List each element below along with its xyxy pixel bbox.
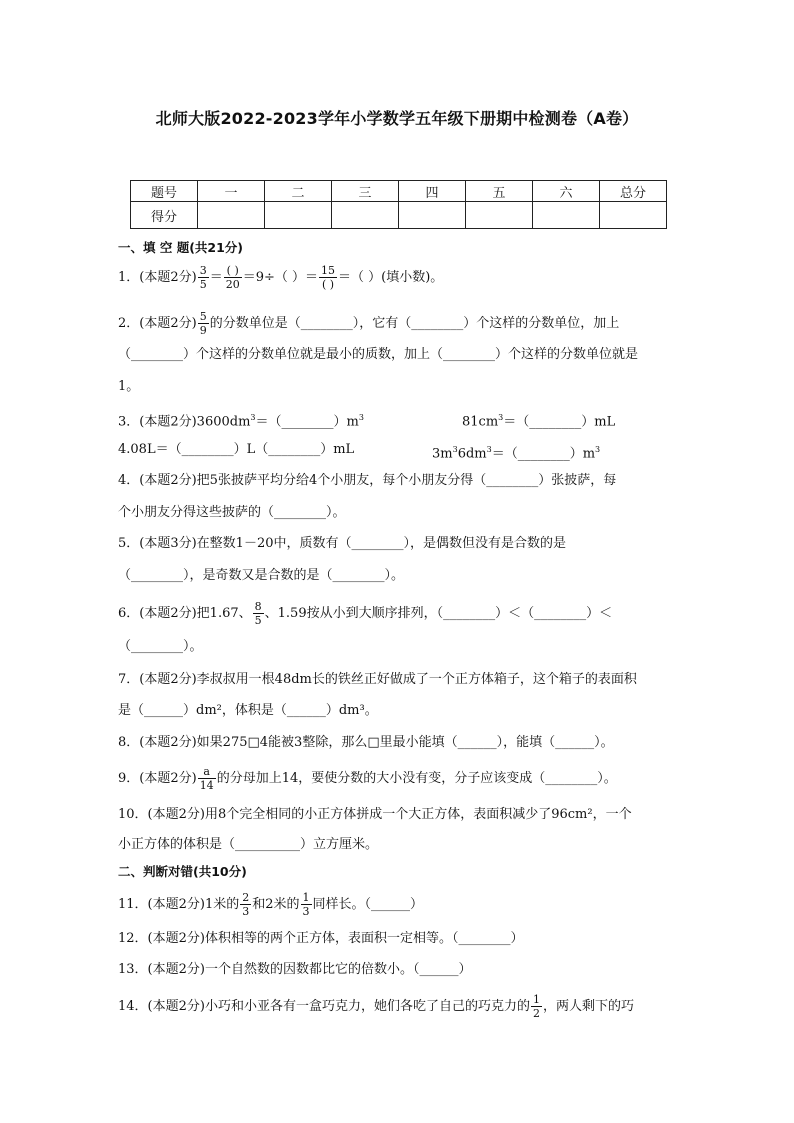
score-table-header-row — [131, 181, 667, 202]
fraction: $\frac{8}{5}$ — [254, 600, 262, 627]
question-2-line-2: （________）个这样的分数单位就是最小的质数，加上（________）个这样的分数单位就是 — [118, 347, 639, 362]
score-table-score-row — [131, 202, 667, 229]
section-heading-fill-in: 一、填 空 题(共21分) — [118, 240, 244, 255]
score-header-cell: 二 — [265, 181, 332, 202]
question-5-line-2: （________），是奇数又是合数的是（________）。 — [118, 568, 405, 583]
question-6: 6．(本题2分)把1.67、 $\frac{8}{5}$ 、1.59按从小到大顺序排列，（________）＜（________）＜ — [118, 600, 613, 627]
question-11: 11．(本题2分)1米的 $\frac{2}{3}$ 和2米的 $\frac{1}{3}$ 同样长。（______） — [118, 891, 424, 918]
fraction: $\frac{a}{14}$ — [199, 765, 214, 792]
question-3-part-2: $81cm^3=(\_\_\_\_\_\_\_\_)mL$ — [462, 413, 616, 430]
score-cell[interactable] — [265, 202, 332, 229]
question-7: 7．(本题2分)李叔叔用一根48dm长的铁丝正好做成了一个正方体箱子，这个箱子的表面积 — [118, 672, 637, 687]
question-2-line-3: 1。 — [118, 379, 140, 394]
fraction: $\frac{5}{9}$ — [199, 310, 207, 337]
question-2: 2．(本题2分) $\frac{5}{9}$ 的分数单位是（________），它有（________）个这样的分数单位，加上 — [118, 310, 620, 337]
question-3-part-3: 4.08L＝（________）L（________）mL — [118, 442, 355, 457]
score-cell[interactable] — [533, 202, 600, 229]
score-cell[interactable] — [399, 202, 466, 229]
score-cell[interactable] — [600, 202, 667, 229]
question-10-line-2: 小正方体的体积是（__________）立方厘米。 — [118, 837, 379, 852]
section-heading-true-false: 二、判断对错(共10分) — [118, 864, 247, 879]
question-4-line-2: 个小朋友分得这些披萨的（________）。 — [118, 505, 346, 520]
question-9: 9．(本题2分) $\frac{a}{14}$ 的分母加上14，要使分数的大小没有变，分子应该变成（________）。 — [118, 765, 617, 792]
question-8: 8．(本题2分)如果275□4能被3整除，那么□里最小能填（______），能填（______）。 — [118, 735, 614, 750]
score-header-cell: 三 — [332, 181, 399, 202]
score-cell[interactable] — [198, 202, 265, 229]
question-6-line-2: （________）。 — [118, 639, 203, 654]
question-12: 12．(本题2分)体积相等的两个正方体，表面积一定相等。（________） — [118, 931, 524, 946]
question-10: 10．(本题2分)用8个完全相同的小正方体拼成一个大正方体，表面积减少了96cm²，一个 — [118, 807, 632, 822]
fraction-blank[interactable]: $\frac{15}{( )}$ — [321, 264, 335, 291]
fraction: $\frac{3}{5}$ — [199, 264, 207, 291]
score-row-label: 得分 — [131, 202, 198, 229]
score-header-cell: 四 — [399, 181, 466, 202]
question-1: 1．(本题2分) $\frac{3}{5}$ ＝ $\frac{( )}{20}$ ＝9÷（ ）＝ $\frac{15}{( )}$ ＝（ ）(填小数)。 — [118, 264, 444, 291]
score-header-cell: 五 — [466, 181, 533, 202]
fraction: $\frac{1}{2}$ — [532, 993, 540, 1020]
fraction: $\frac{1}{3}$ — [302, 891, 310, 918]
fraction-blank[interactable]: $\frac{( )}{20}$ — [225, 264, 240, 291]
question-5: 5．(本题3分)在整数1－20中，质数有（________），是偶数但没有是合数的是 — [118, 536, 566, 551]
score-header-cell: 总分 — [600, 181, 667, 202]
question-3: 3．(本题2分)$3600dm^3=(\_\_\_\_\_\_\_\_)m^3$ — [118, 413, 364, 430]
question-13: 13．(本题2分)一个自然数的因数都比它的倍数小。（______） — [118, 962, 472, 977]
score-table — [130, 180, 667, 229]
question-7-line-2: 是（______）dm²，体积是（______）dm³。 — [118, 703, 378, 718]
question-14: 14．(本题2分)小巧和小亚各有一盒巧克力，她们各吃了自己的巧克力的 $\frac{1}{2}$ ，两人剩下的巧 — [118, 993, 634, 1020]
score-header-cell: 六 — [533, 181, 600, 202]
fraction: $\frac{2}{3}$ — [242, 891, 250, 918]
question-4: 4．(本题2分)把5张披萨平均分给4个小朋友，每个小朋友分得（________）张披萨，每 — [118, 473, 617, 488]
page-title: 北师大版2022-2023学年小学数学五年级下册期中检测卷（A卷） — [155, 109, 639, 128]
score-header-cell: 题号 — [131, 181, 198, 202]
score-header-cell: 一 — [198, 181, 265, 202]
score-cell[interactable] — [466, 202, 533, 229]
question-3-part-4: $3m^36dm^3=(\_\_\_\_\_\_\_\_)m^3$ — [432, 445, 601, 462]
score-cell[interactable] — [332, 202, 399, 229]
